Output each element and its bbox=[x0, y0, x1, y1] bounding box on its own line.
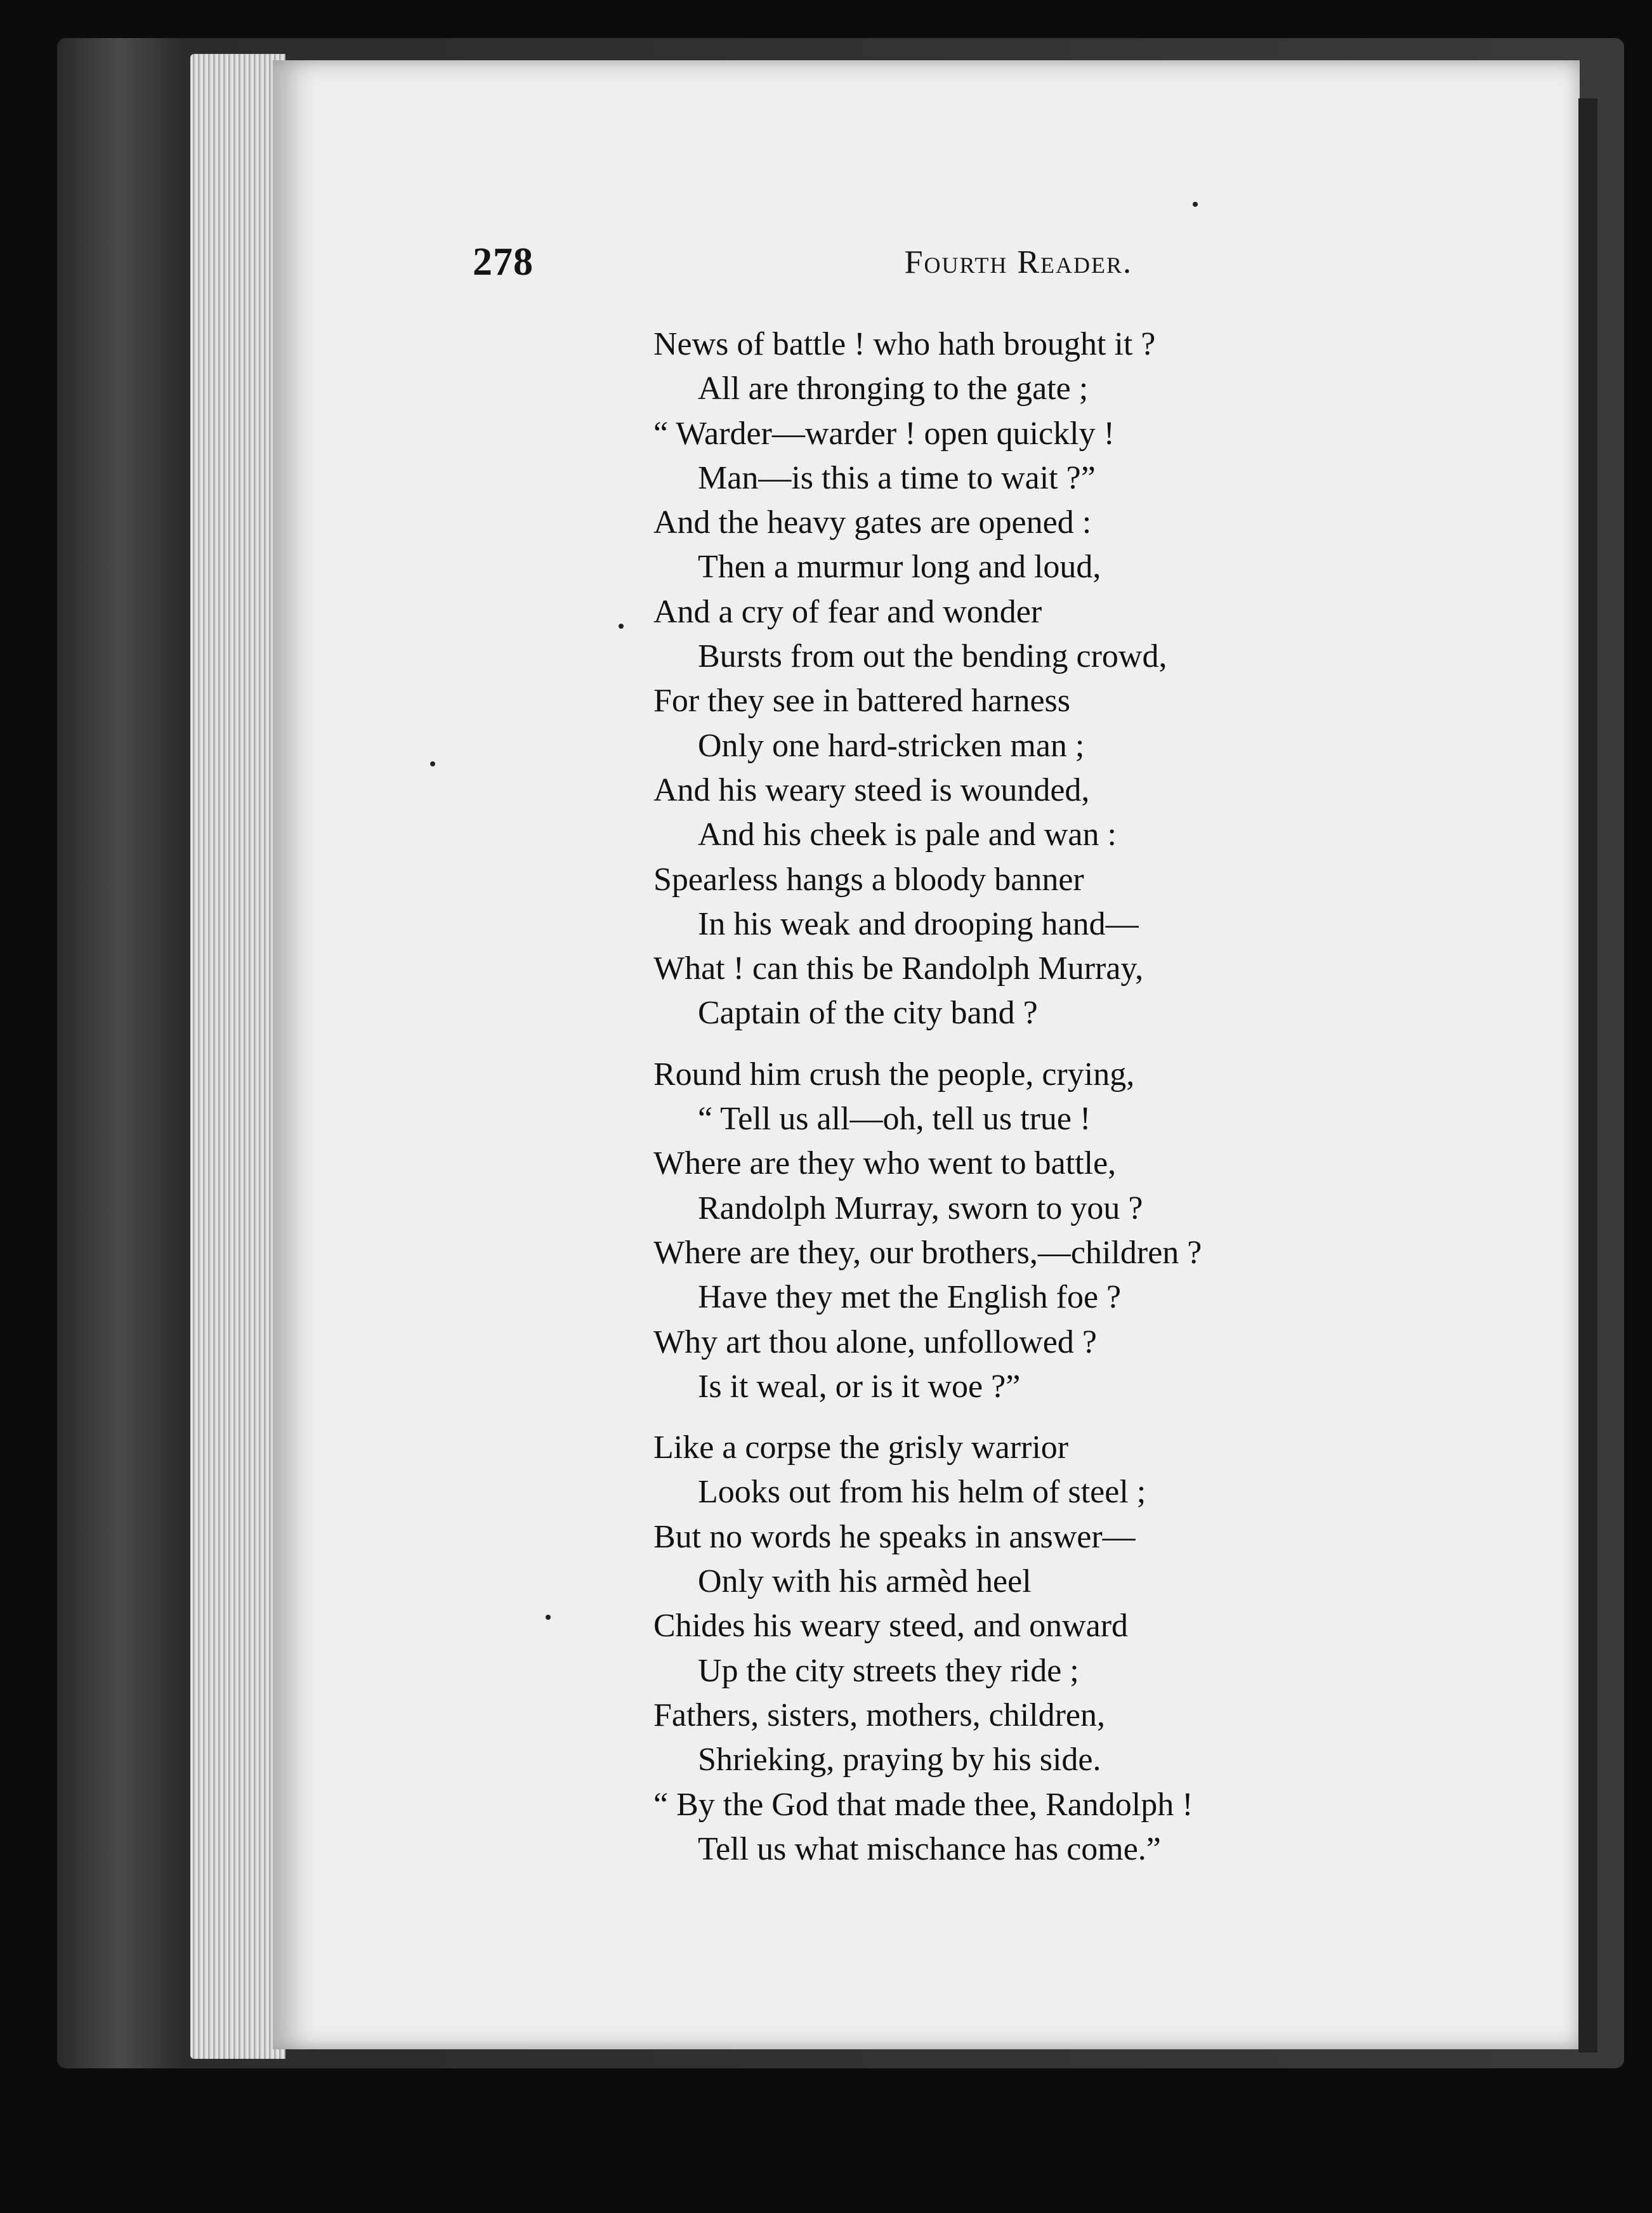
poem-line: Tell us what mischance has come.” bbox=[698, 1830, 1161, 1867]
poem-line: Chides his weary steed, and onward bbox=[653, 1608, 1129, 1645]
right-binding bbox=[1578, 98, 1597, 2052]
print-speck bbox=[546, 1615, 551, 1620]
poem-line: Bursts from out the bending crowd, bbox=[698, 638, 1167, 675]
poem-line: Then a murmur long and loud, bbox=[698, 549, 1101, 586]
poem-line: And the heavy gates are opened : bbox=[653, 504, 1092, 541]
poem-line: All are thronging to the gate ; bbox=[698, 371, 1089, 407]
poem-line: Have they met the English foe ? bbox=[698, 1279, 1122, 1316]
poem-line: Only one hard-stricken man ; bbox=[698, 727, 1085, 764]
poem-line: News of battle ! who hath brought it ? bbox=[653, 326, 1156, 362]
stanza-2 bbox=[653, 1053, 1415, 1409]
stanza-3 bbox=[653, 1426, 1415, 1872]
poem bbox=[653, 322, 1415, 1872]
poem-line: Spearless hangs a bloody banner bbox=[653, 861, 1084, 898]
poem-line: “ Tell us all—oh, tell us true ! bbox=[698, 1101, 1091, 1138]
poem-line: Round him crush the people, crying, bbox=[653, 1056, 1135, 1093]
poem-line: Captain of the city band ? bbox=[698, 995, 1038, 1032]
page-number: 278 bbox=[473, 240, 534, 284]
print-speck bbox=[619, 624, 624, 629]
poem-line: For they see in battered harness bbox=[653, 683, 1071, 719]
poem-line: “ Warder—warder ! open quickly ! bbox=[653, 415, 1115, 452]
poem-line: Only with his armèd heel bbox=[698, 1563, 1032, 1600]
poem-line: And his weary steed is wounded, bbox=[653, 772, 1090, 808]
poem-line: Like a corpse the grisly warrior bbox=[653, 1429, 1069, 1466]
poem-line: Randolph Murray, sworn to you ? bbox=[698, 1190, 1143, 1226]
print-speck bbox=[1193, 202, 1198, 207]
poem-line: Up the city streets they ride ; bbox=[698, 1652, 1079, 1689]
poem-line: Why art thou alone, unfollowed ? bbox=[653, 1323, 1097, 1360]
poem-line: Where are they, our brothers,—children ? bbox=[653, 1234, 1202, 1271]
poem-line: Shrieking, praying by his side. bbox=[698, 1742, 1101, 1778]
poem-line: Is it weal, or is it woe ?” bbox=[698, 1368, 1021, 1405]
poem-line: But no words he speaks in answer— bbox=[653, 1518, 1136, 1555]
page-header bbox=[473, 240, 1132, 297]
poem-line: What ! can this be Randolph Murray, bbox=[653, 950, 1144, 987]
print-speck bbox=[430, 761, 435, 766]
poem-line: And a cry of fear and wonder bbox=[653, 593, 1042, 630]
poem-line: In his weak and drooping hand— bbox=[698, 905, 1139, 942]
poem-line: Looks out from his helm of steel ; bbox=[698, 1474, 1146, 1511]
poem-line: And his cheek is pale and wan : bbox=[698, 817, 1117, 853]
page-edges bbox=[190, 54, 285, 2059]
stanza-1 bbox=[653, 322, 1415, 1036]
poem-line: “ By the God that made thee, Randolph ! bbox=[653, 1786, 1193, 1823]
poem-line: Fathers, sisters, mothers, children, bbox=[653, 1697, 1105, 1733]
running-title: Fourth Reader. bbox=[904, 244, 1132, 280]
poem-line: Where are they who went to battle, bbox=[653, 1145, 1117, 1182]
poem-line: Man—is this a time to wait ?” bbox=[698, 459, 1096, 496]
